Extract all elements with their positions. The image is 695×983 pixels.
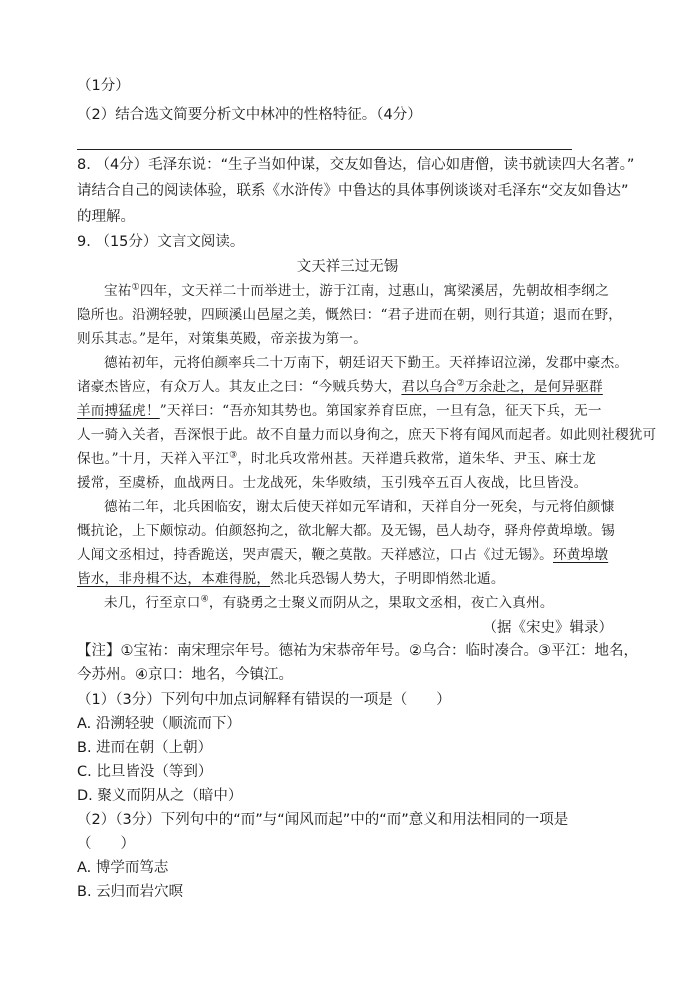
footnote-marker-2: ② <box>456 378 465 389</box>
passage-source: （据《宋史》辑录） <box>482 620 613 636</box>
passage-title: 文天祥三过无锡 <box>296 259 399 275</box>
answer-line <box>77 149 572 150</box>
underlined-sentence-a-end: 羊而搏猛虎！ <box>77 403 160 419</box>
footnote-marker-4: ④ <box>200 594 209 605</box>
passage-p1-line1 <box>104 281 609 301</box>
sub1-option-c: C. 比旦皆没（等到） <box>77 764 213 780</box>
notes-line2: 今苏州。④京口：地名，今镇江。 <box>77 667 293 683</box>
passage-p3-line3 <box>77 545 608 565</box>
sub2-stem: （2）（3分）下列句中的“而”与“闻风而起”中的“而”意义和用法相同的一项是 <box>77 812 569 828</box>
underlined-sentence-b: 环黄埠墩 <box>552 547 609 563</box>
p2-text: 诸豪杰皆应，有众万人。其友止之曰：“今贼兵势大， <box>77 379 402 395</box>
sub2-option-a: A. 博学而笃志 <box>77 860 169 876</box>
underlined-sentence-b-end: 皆水，非舟楫不达，本难得脱， <box>77 571 271 587</box>
underlined-text: 万余赴之，是何异驱群 <box>464 379 603 395</box>
footnote-marker-1: ① <box>131 282 140 293</box>
underlined-sentence-a <box>401 379 602 395</box>
sub1-option-b: B. 进而在朝（上朝） <box>77 740 213 756</box>
passage-p2-line4: 人一骑入关者，吾深恨于此。故不自量力而以身徇之，庶天下将有闻风而起者。如此则社稷犹可 <box>77 427 657 443</box>
sub1-option-a: A. 沿溯轻驶（顺流而下） <box>77 716 241 732</box>
p2-text: 保也。”十月，天祥入平江 <box>77 451 230 467</box>
underlined-text: 君以乌合 <box>401 379 457 395</box>
passage-p2-line5 <box>77 449 596 469</box>
q8-line2: 请结合自己的阅读体验，联系《水浒传》中鲁达的具体事例谈谈对毛泽东“交友如鲁达” <box>77 183 629 199</box>
p3-text: 然北兵恐锡人势大，子明即悄然北遁。 <box>270 571 505 587</box>
p1-text-b: 四年，文天祥二十而举进士，游于江南，过惠山，寓梁溪居，先朝故相李纲之 <box>139 283 609 299</box>
sub2-stem-blank: （ ） <box>77 836 135 852</box>
p4-text: ，有骁勇之士聚义而阴从之，果取文丞相，夜亡入真州。 <box>208 595 554 611</box>
footnote-marker-3: ③ <box>229 450 238 461</box>
q9-heading: 9. （15分）文言文阅读。 <box>77 234 245 250</box>
sub1-stem: （1）（3分）下列句中加点词解释有错误的一项是（ ） <box>77 692 451 708</box>
q7-part2: （2）结合选文简要分析文中林冲的性格特征。（4分） <box>77 107 422 123</box>
passage-p2-line2 <box>77 377 603 397</box>
passage-p2-line1: 德祐初年，元将伯颜率兵二十万南下，朝廷诏天下勤王。天祥捧诏泣涕，发郡中豪杰。 <box>104 355 629 371</box>
sub2-option-b: B. 云归而岩穴暝 <box>77 884 184 900</box>
passage-p1-line3: 则乐其志。”是年，对策集英殿，帝亲拔为第一。 <box>77 331 368 347</box>
q8-line3: 的理解。 <box>77 209 135 225</box>
passage-p3-line1: 德祐二年，北兵困临安，谢太后使天祥如元军请和，天祥自分一死矣，与元将伯颜慷 <box>104 499 615 515</box>
q8-line1: 8. （4分）毛泽东说：“生子当如仲谋，交友如鲁达，信心如唐僧，读书就读四大名著。” <box>77 157 635 173</box>
q7-part1-tail: （1分） <box>77 78 130 94</box>
passage-p1-line2: 隐所也。沿溯轻驶，四顾溪山邑屋之美，慨然曰：“君子进而在朝，则行其道；退而在野， <box>77 307 623 323</box>
p2-text: ”天祥曰：“吾亦知其势也。第国家养育臣庶，一旦有急，征天下兵，无一 <box>159 403 602 419</box>
sub1-option-d: D. 聚义而阴从之（暗中） <box>77 788 243 804</box>
notes-line1: 【注】①宝祐：南宋理宗年号。德祐为宋恭帝年号。②乌合：临时凑合。③平江：地名， <box>77 643 638 659</box>
passage-p2-line6: 援常，至虞桥，血战两日。士龙战死，朱华败绩，玉引残卒五百人夜战，比旦皆没。 <box>77 475 588 491</box>
passage-p3-line2: 慨抗论，上下颇惊动。伯颜怒拘之，欲北解大都。及无锡，邑人劫夺，驿舟停黄埠墩。锡 <box>77 523 615 539</box>
p1-text-a: 宝祐 <box>104 283 132 299</box>
passage-p4 <box>104 593 554 613</box>
passage-p2-line3 <box>77 401 602 421</box>
passage-p3-line4 <box>77 569 505 589</box>
p4-text: 未几，行至京口 <box>104 595 201 611</box>
p3-text: 人闻文丞相过，持香跪送，哭声震天，鞭之莫散。天祥感泣，口占《过无锡》。 <box>77 547 553 563</box>
p2-text: ，时北兵攻常州甚。天祥遣兵救常，道朱华、尹玉、麻士龙 <box>237 451 597 467</box>
